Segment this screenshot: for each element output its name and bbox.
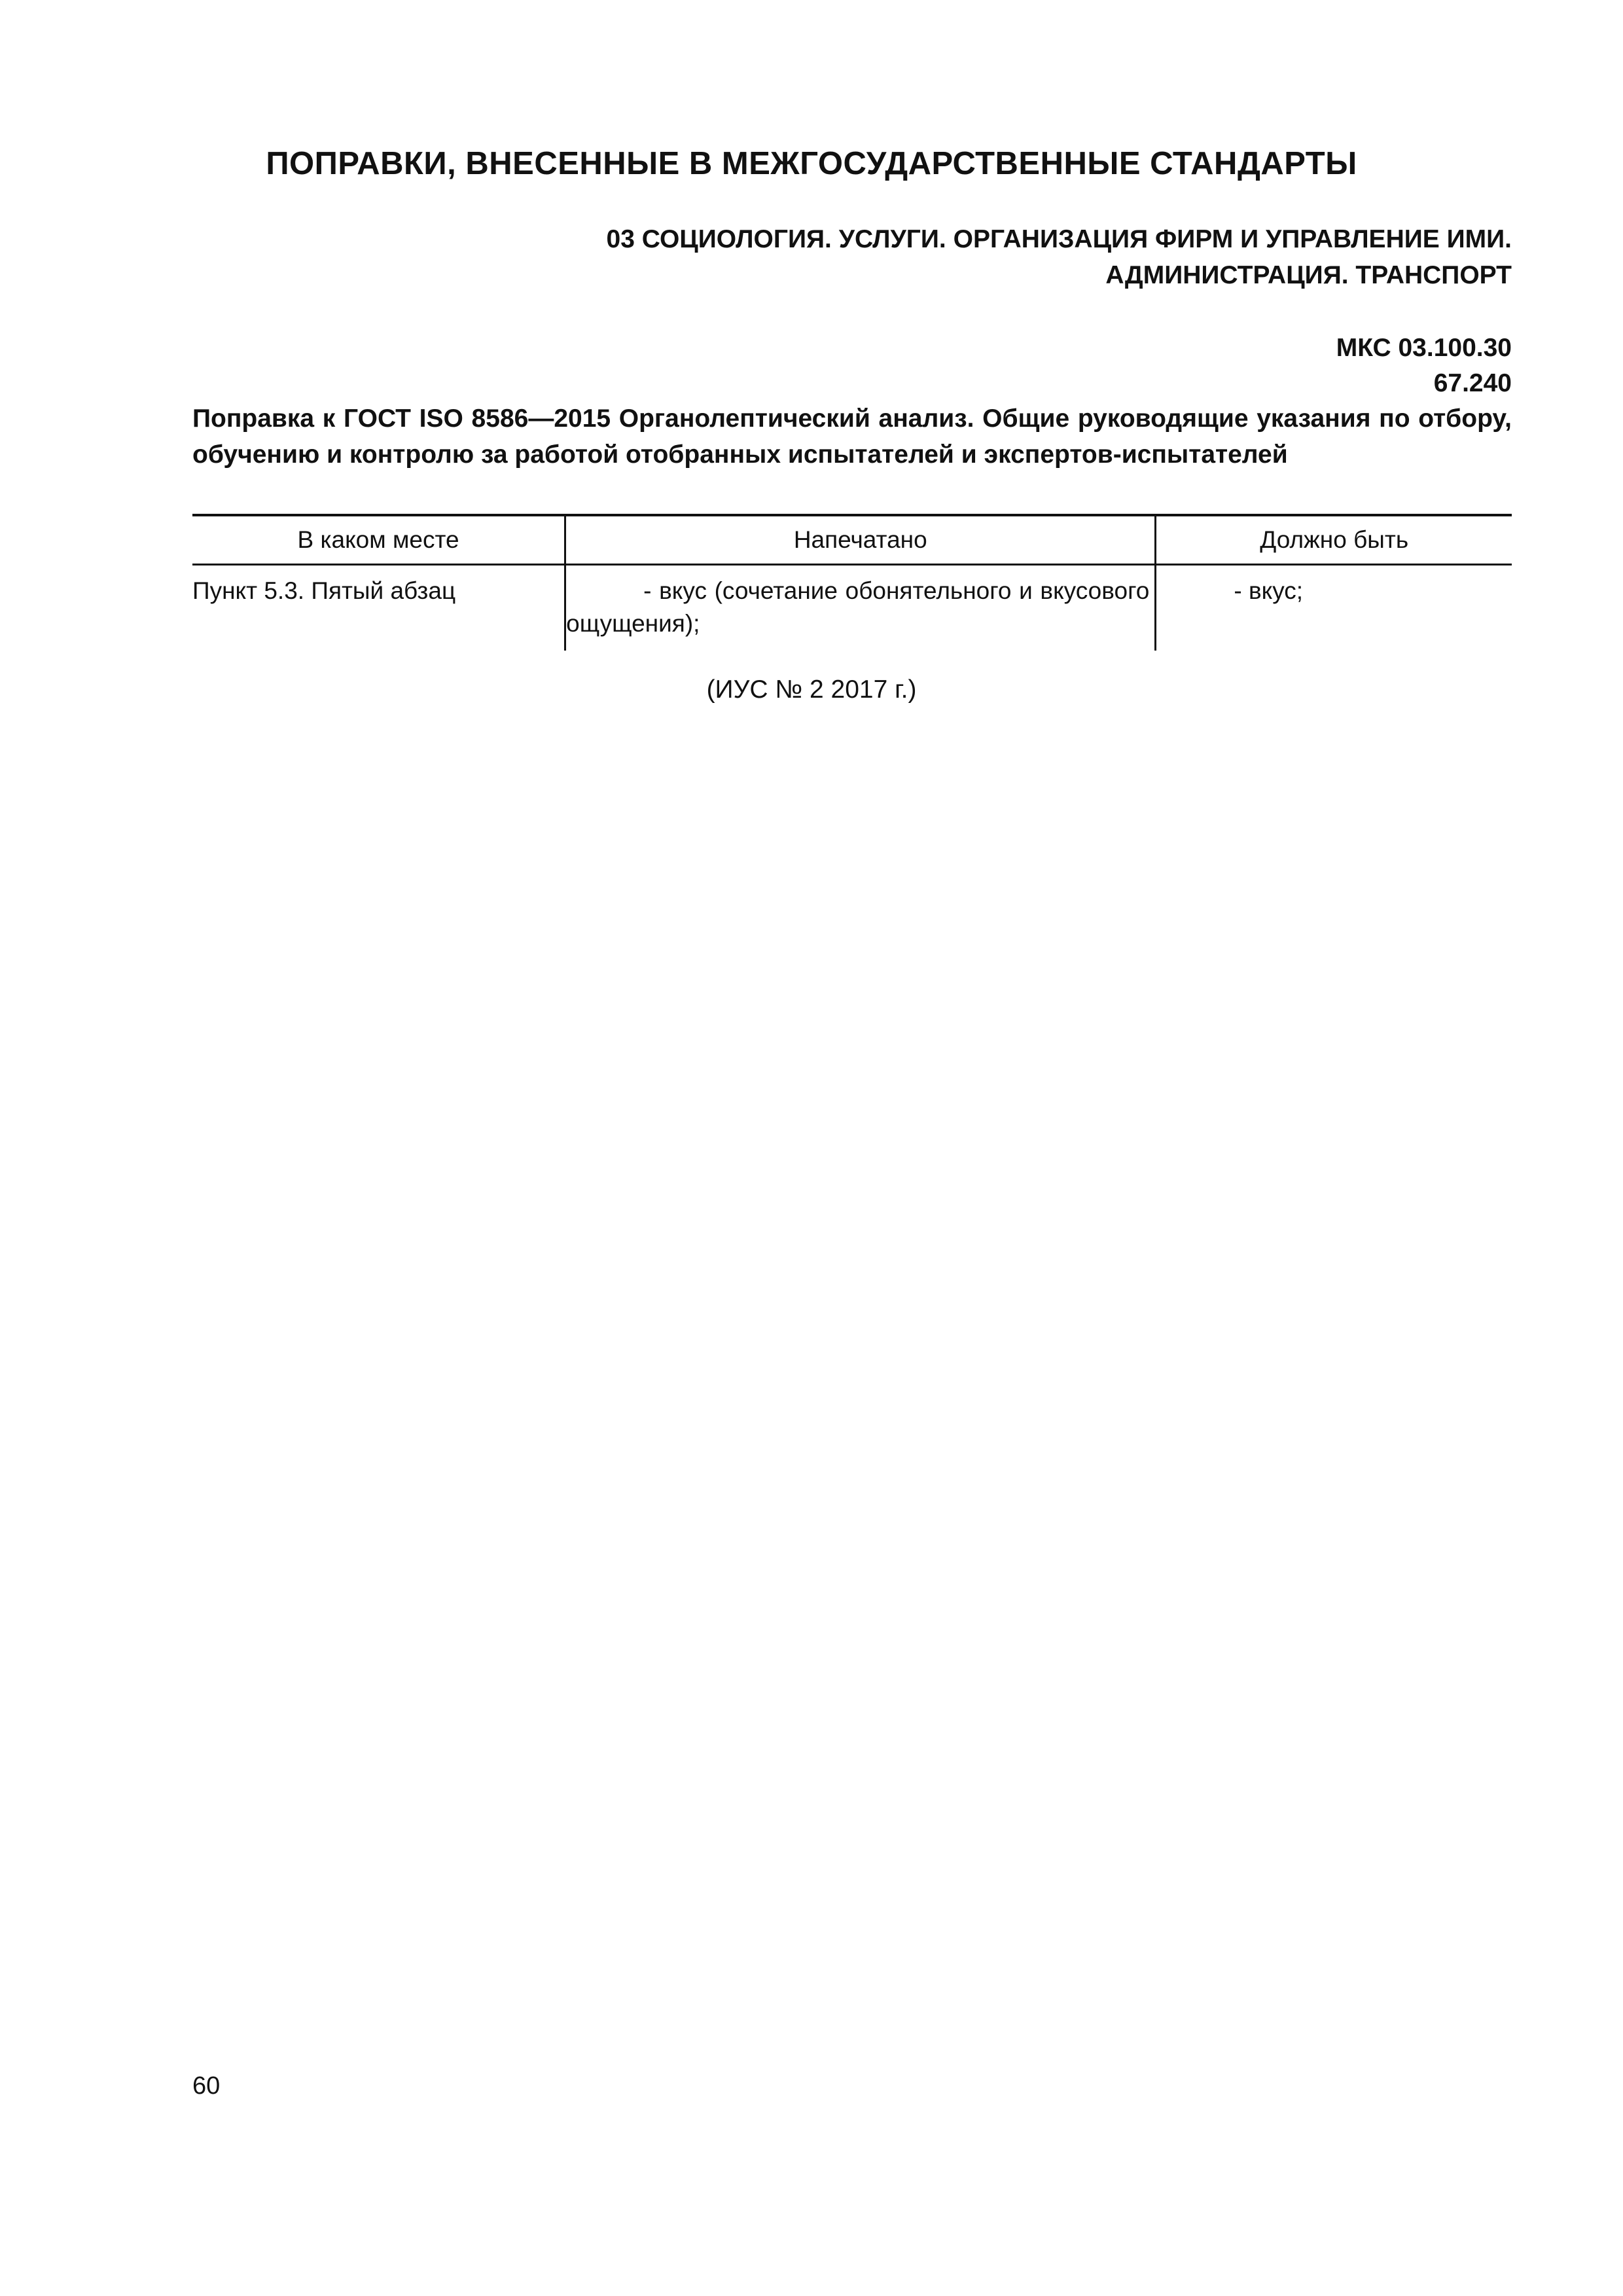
- page-number: 60: [192, 2072, 221, 2100]
- cell-should-be: - вкус;: [1234, 577, 1304, 604]
- mks-code-1: МКС 03.100.30: [1336, 334, 1512, 362]
- cell-printed: - вкус (сочетание обонятельного и вкусового ощущения);: [565, 565, 1156, 651]
- header-should-be: Должно быть: [1156, 515, 1512, 565]
- section-heading-line-2: АДМИНИСТРАЦИЯ. ТРАНСПОРТ: [1105, 261, 1512, 289]
- source-reference: (ИУС № 2 2017 г.): [706, 675, 917, 704]
- section-heading-line-1: 03 СОЦИОЛОГИЯ. УСЛУГИ. ОРГАНИЗАЦИЯ ФИРМ И УПРАВЛЕНИЕ ИМИ.: [606, 225, 1512, 253]
- header-place: В каком месте: [192, 515, 565, 565]
- table-row: [192, 565, 1512, 651]
- mks-code-2: 67.240: [1433, 369, 1512, 397]
- mks-codes: [1336, 331, 1512, 401]
- header-printed: Напечатано: [565, 515, 1156, 565]
- amendment-title: Поправка к ГОСТ ISO 8586—2015 Органолептический анализ. Общие руководящие указания по отбору, обучению и контролю за работой отобранных испытателей и экспертов-испытателей: [192, 404, 1512, 469]
- cell-place: Пункт 5.3. Пятый абзац: [192, 565, 565, 651]
- page-heading: ПОПРАВКИ, ВНЕСЕННЫЕ В МЕЖГОСУДАРСТВЕННЫЕ СТАНДАРТЫ: [266, 146, 1357, 181]
- table-header-row: [192, 515, 1512, 565]
- section-heading: [607, 221, 1512, 293]
- corrections-table: [192, 514, 1512, 651]
